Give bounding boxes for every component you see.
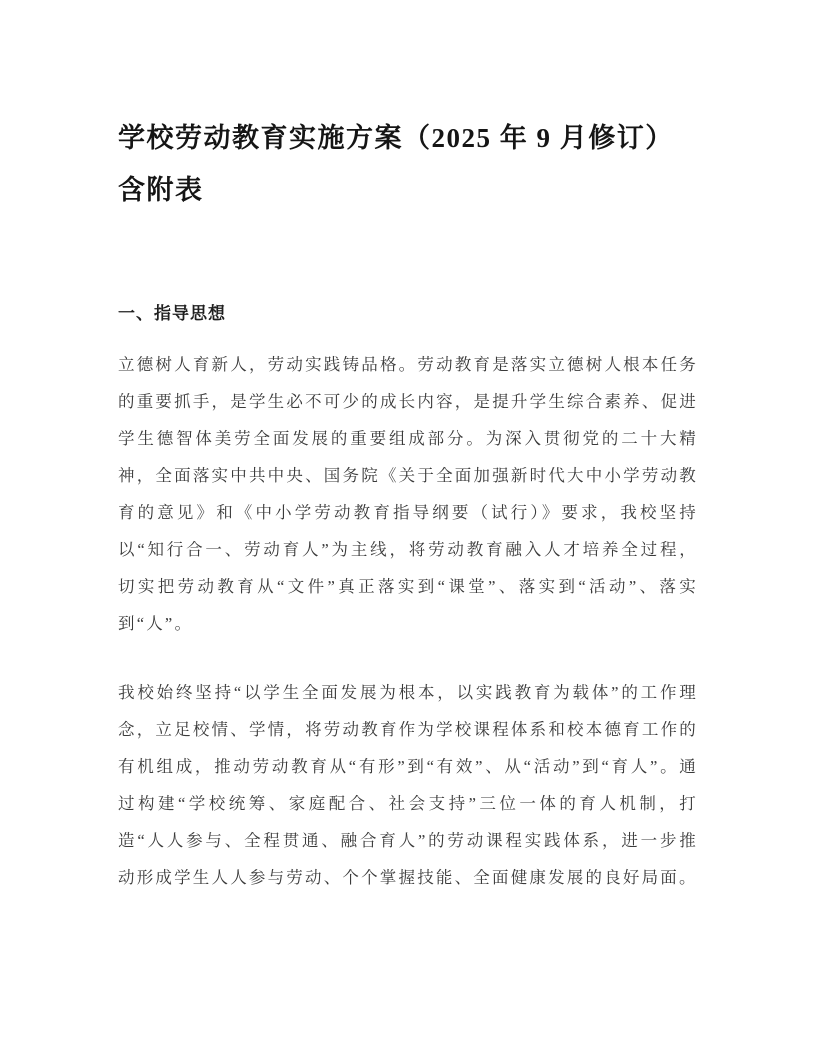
document-title (118, 112, 698, 216)
paragraph: 立德树人育新人，劳动实践铸品格。劳动教育是落实立德树人根本任务的重要抓手，是学生必不可少的成长内容，是提升学生综合素养、促进学生德智体美劳全面发展的重要组成部分。为深入贯彻党的二十大精神，全面落实中共中央、国务院《关于全面加强新时代大中小学劳动教育的意见》和《中小学劳动教育指导纲要（试行）》要求，我校坚持以“知行合一、劳动育人”为主线，将劳动教育融入人才培养全过程，切实把劳动教育从“文件”真正落实到“课堂”、落实到“活动”、落实到“人”。 (118, 355, 698, 633)
document-title-line-2: 含附表 (118, 175, 204, 205)
section-heading-guiding-ideology: 一、指导思想 (118, 304, 226, 323)
paragraph: 我校始终坚持“以学生全面发展为根本，以实践教育为载体”的工作理念，立足校情、学情，将劳动教育作为学校课程体系和校本德育工作的有机组成，推动劳动教育从“有形”到“有效”、从“活动”到“育人”。通过构建“学校统筹、家庭配合、社会支持”三位一体的育人机制，打造“人人参与、全程贯通、融合育人”的劳动课程实践体系，进一步推动形成学生人人参与劳动、个个掌握技能、全面健康发展的良好局面。 (118, 683, 698, 887)
document-title-line-1: 学校劳动教育实施方案（2025 年 9 月修订） (118, 123, 674, 153)
